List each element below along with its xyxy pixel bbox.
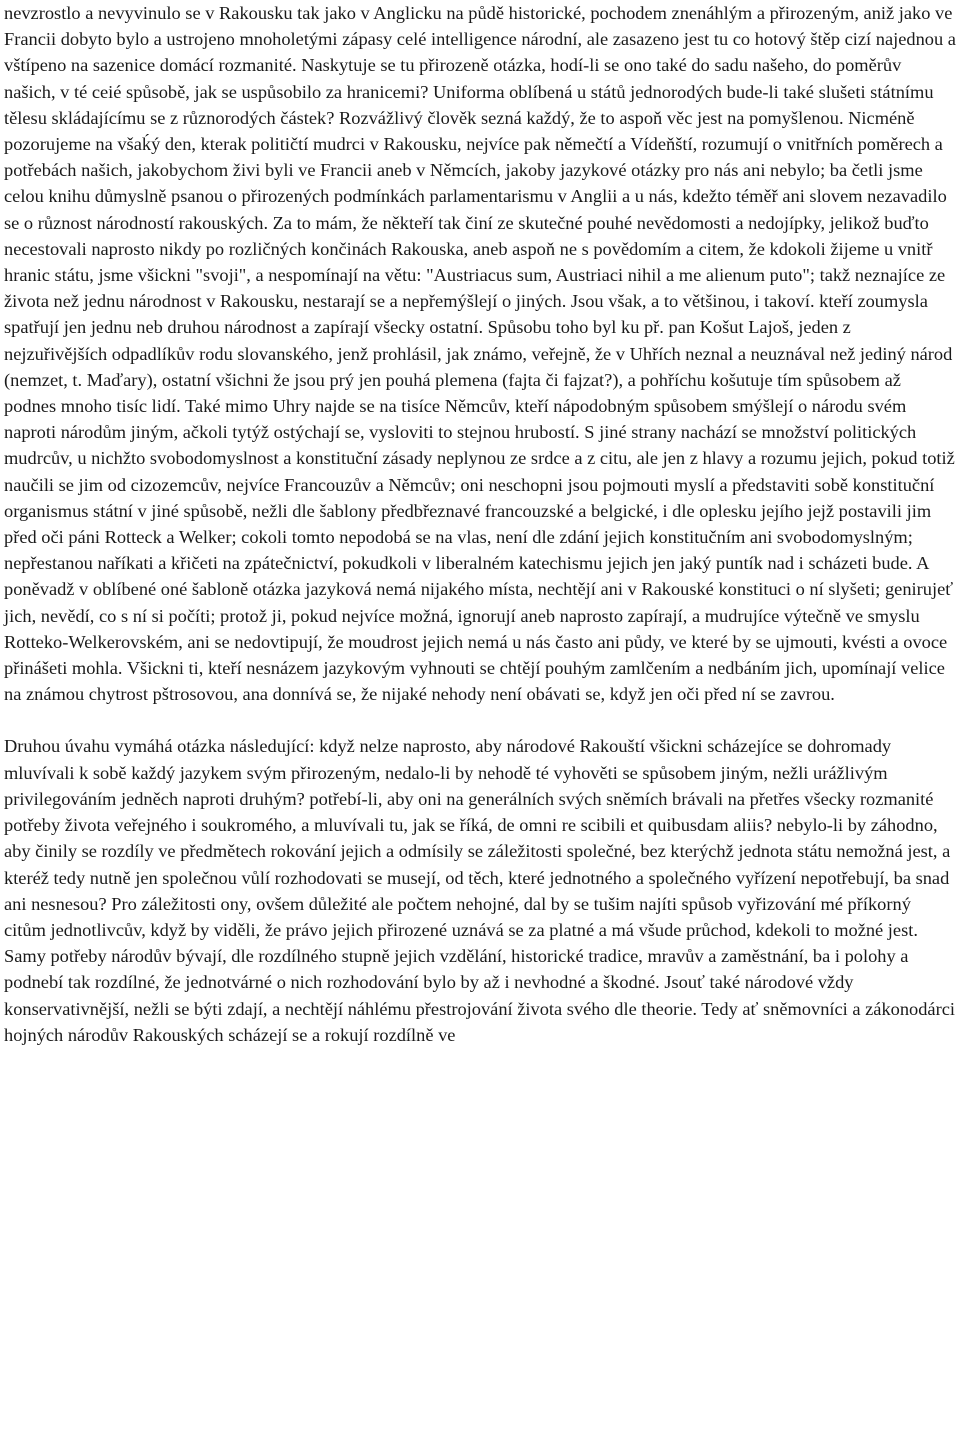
paragraph-1: nevzrostlo a nevyvinulo se v Rakousku tak jako v Anglicku na půdě historické, pochodem znenáhlým a přirozeným, aniž jako ve Francii dobyto bylo a ustrojeno mnoholetými zápasy celé intelligence národní, ale zasazeno jest tu co hotový štěp cizí najednou a vštípeno na sazenice domácí rozmanité. Naskytuje se tu přirozeně otázka, hodí-li se ono také do sadu našeho, do poměrův našich, v té ceié spůsobě, jak se uspůsobilo za hranicemi? Uniforma oblíbená u států jednorodých bude-li také slušeti státnímu tělesu skládajícímu se z různorodých částek? Rozvážlivý člověk sezná každý, že to aspoň věc jest na pomyšlenou. Nicméně pozorujeme na všaḱý den, kterak političtí mudrci v Rakousku, nejvíce pak němečtí a Vídeňští, rozumují o vnitřních poměrech a potřebách našich, jakobychom živi byli ve Francii aneb v Němcích, jakoby jazykové otázky pro nás ani nebylo; ba četli jsme celou knihu důmyslně psanou o přirozených podmínkách parlamentarismu v Anglii a u nás, kdežto téměř ani slovem nezavadilo se o různost národností rakouských. Za to mám, že někteří tak činí ze skutečné pouhé nevědomosti a nedojípky, jelikož buďto necestovali naprosto nikdy po rozličných končinách Rakouska, aneb aspoň ne s povědomím a citem, že kdokoli žijeme u vnitř hranic státu, jsme všickni "svoji", a nespomínají na větu: "Austriacus sum, Austriaci nihil a me alienum puto"; takž neznajíce ze života než jednu národnost v Rakousku, nestarají se a nepřemýšlejí o jiných. Jsou však, a to většinou, i takoví. kteří zoumysla spatřují jen jednu neb druhou národnost a zapírají všecky ostatní. Spůsobu toho byl ku př. pan Košut Lajoš, jeden z nejzuřivějších odpadlíkův rodu slovanského, jenž prohlásil, jak známo, veřejně, že v Uhřích neznal a neuznával než jediný národ (nemzet, t. Maďary), ostatní všichni že jsou prý jen pouhá plemena (fajta či fajzat?), a pohříchu košutuje tím spůsobem až podnes mnoho tisíc lidí. Také mimo Uhry najde se na tisíce Němcův, kteří nápodobným spůsobem smýšlejí o národu svém naproti národům jiným, ačkoli tytýž ostýchají se, vysloviti to stejnou hrubostí. S jiné strany nachází se množství politických mudrcův, u nichžto svobodomyslnost a konstituční zásady neplynou ze srdce a z citu, ale jen z hlavy a rozumu jejich, pokud totiž naučili se jim od cizozemcův, nejvíce Francouzův a Němcův; oni neschopni jsou pojmouti myslí a představiti sobě konstituční organismus státní v jiné spůsobě, nežli dle šablony předbřeznavé francouzské a belgické, i dle oplesku jejího jejž postavili jim před oči páni Rotteck a Welker; cokoli tomto nepodobá se na vlas, není dle zdání jejich konstitučním ani svobodomyslným; nepřestanou naříkati a křičeti na zpátečnictví, pokudkoli v liberalném katechismu jejich jen jaký puntík nad i scházeti bude. A poněvadž v oblíbené oné šabloně otázka jazyková nemá nijakého místa, nechtějí ani v Rakouské konstituci o ní slyšeti; genirujeť jich, nevědí, co s ní si počíti; protož ji, pokud nejvíce možná, ignorují aneb naprosto zapírají, a mudrujíce výtečně ve smyslu Rotteko-Welkerovském, ani se nedovtipují, že moudrost jejich nemá u nás často ani půdy, ve které by se ujmouti, kvésti a ovoce přinášeti mohla. Všickni ti, kteří nesnázem jazykovým vyhnouti se chtějí pouhým zamlčením a nedbáním jich, upomínají velice na známou chytrost pštrosovou, ana donnívá se, že nijaké nehody není obávati se, když jen oči před ní se zavrou. <box>4 3 956 705</box>
paragraph-2: Druhou úvahu vymáhá otázka následující: když nelze naprosto, aby národové Rakouští všickni scházejíce se dohromady mluvívali k sobě každý jazykem svým přirozeným, nedalo-li by nehodě té vyhověti se spůsobem jiným, nežli urážlivým privilegováním jedněch naproti druhým? potřebí-li, aby oni na generálních svých sněmích brávali na přetřes všecky rozmanité potřeby života veřejného i soukromého, a mluvívali tu, jak se říká, de omni re scibili et quibusdam aliis? nebylo-li by záhodno, aby činily se rozdíly ve předmětech rokování jejich a odmísily se záležitosti společné, bez kterýchž jednota státu nemožná jest, a kteréž tedy nutně jen společnou vůlí rozhodovati se musejí, od těch, které jednotného a společného vyřízení nepotřebují, ba snad ani nesnesou? Pro záležitosti ony, ovšem důležité ale počtem nehojné, dal by se tušim najíti spůsob vyřizování mé příkorný citům jednotlivcův, když by viděli, že právo jejich přirozené uznává se za platné a má všude průchod, kdekoli to možné jest. Samy potřeby národův bývají, dle rozdílného stupně jejich vzdělání, historické tradice, mravův a zaměstnání, ba i polohy a podnebí tak rozdílné, že jednotvárné o nich rozhodování bylo by až i nevhodné a škodné. Jsouť také národové vždy konservativnější, nežli se býti zdají, a nechtějí náhlému přestrojování života svého dle theorie. Tedy ať sněmovníci a zákonodárci hojných národův Rakouských scházejí se a rokují rozdílně ve <box>4 736 955 1045</box>
